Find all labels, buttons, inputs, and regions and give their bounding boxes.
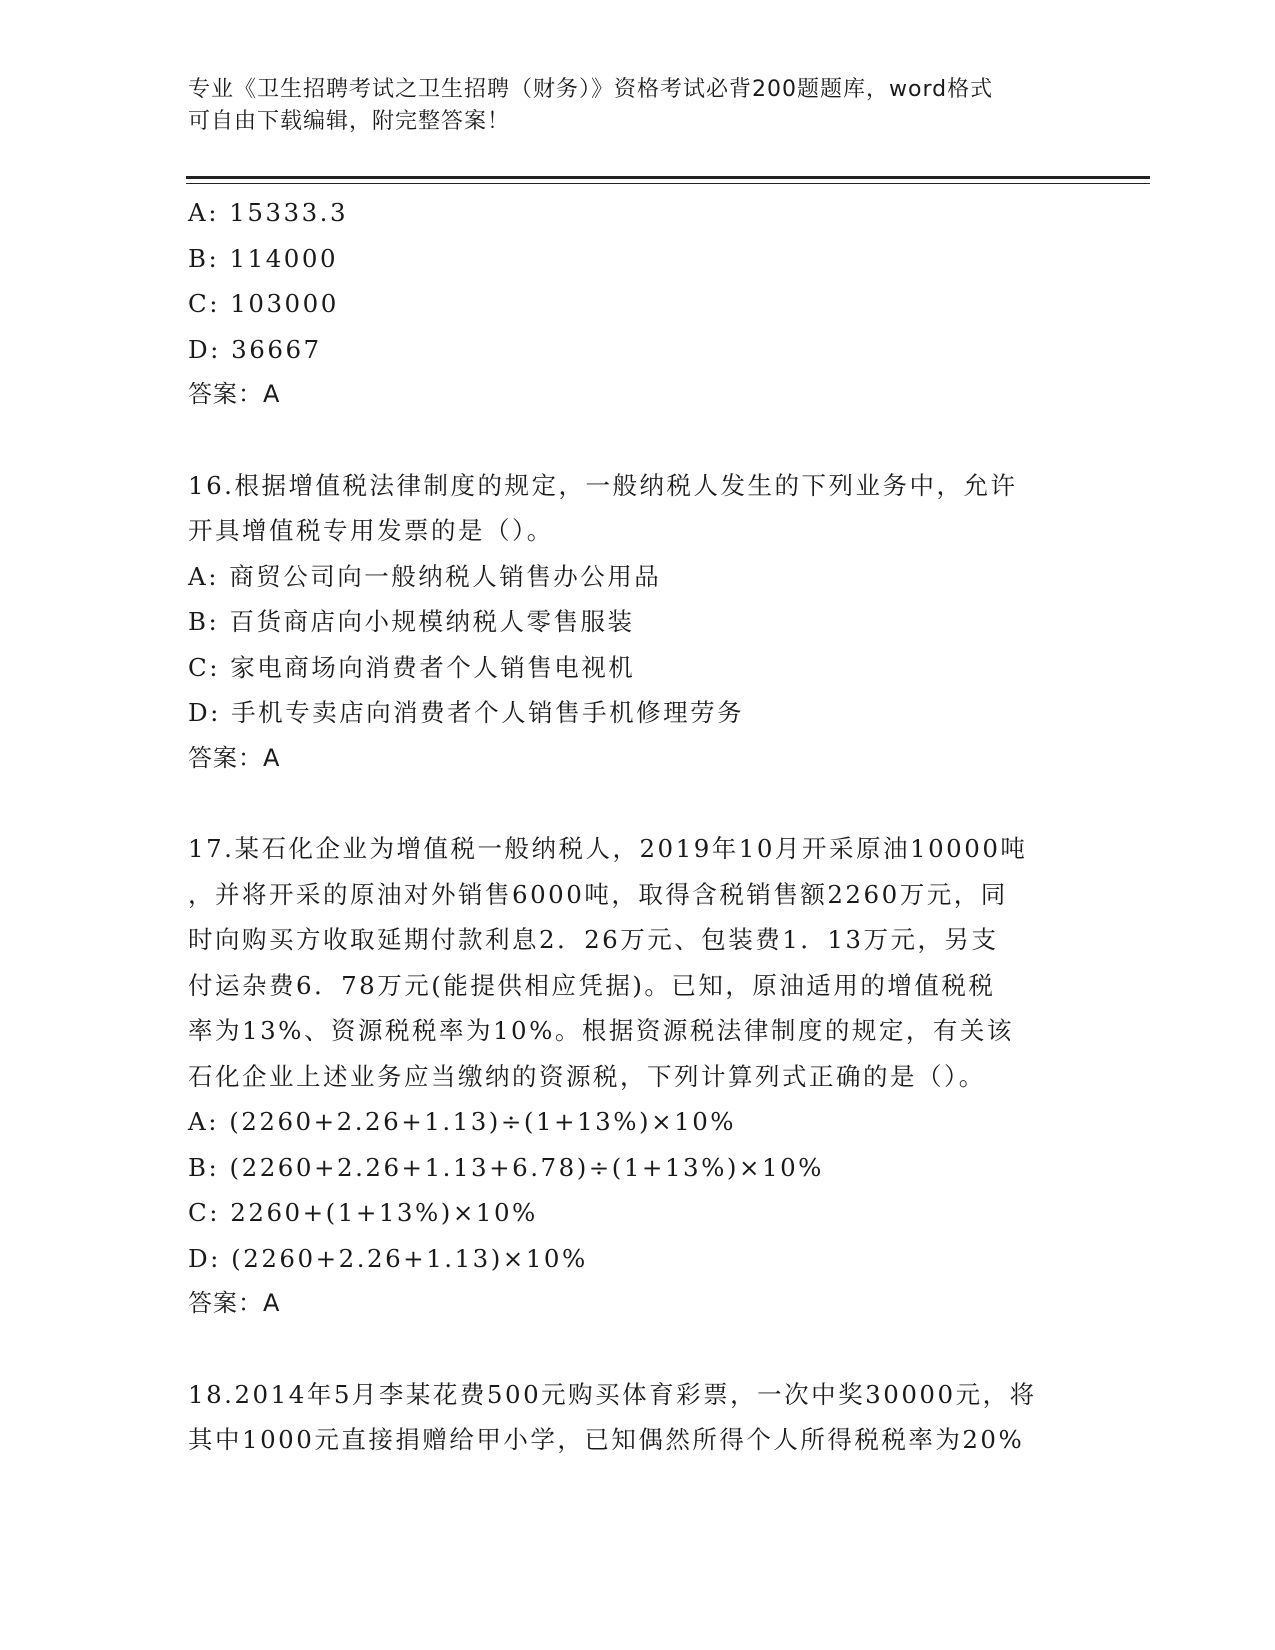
question-17 — [188, 826, 1078, 1327]
question-stem-line: 时向购买方收取延期付款利息2．26万元、包装费1．13万元，另支 — [188, 925, 999, 954]
option-c: C: 103000 — [188, 289, 339, 318]
question-16 — [188, 463, 1078, 782]
option-a: A: 15333.3 — [188, 198, 349, 227]
option-a: A: 商贸公司向一般纳税人销售办公用品 — [188, 561, 662, 591]
question-stem-line: 开具增值税专用发票的是（）。 — [188, 516, 554, 545]
question-18 — [188, 1372, 1078, 1463]
question-content — [188, 190, 1078, 1463]
option-d: D: 36667 — [188, 334, 322, 364]
option-d: D: 手机专卖店向消费者个人销售手机修理劳务 — [188, 698, 745, 727]
question-stem-line: 其中1000元直接捐赠给甲小学，已知偶然所得个人所得税税率为20% — [188, 1425, 1025, 1454]
question-stem-line: 16.根据增值税法律制度的规定，一般纳税人发生的下列业务中，允许 — [188, 470, 1018, 500]
header-rule-thin — [186, 183, 1150, 184]
question-stem-line: 付运杂费6．78万元(能提供相应凭据)。已知，原油适用的增值税税 — [188, 970, 996, 1000]
page-header: 专业《卫生招聘考试之卫生招聘（财务）》资格考试必背200题题库，word格式 可自由下载编辑，附完整答案！ — [188, 77, 994, 134]
option-b: B: 百货商店向小规模纳税人零售服装 — [188, 607, 635, 636]
option-b: B: (2260+2.26+1.13+6.78)÷(1+13%)×10% — [188, 1152, 824, 1182]
option-b: B: 114000 — [188, 243, 339, 273]
option-d: D: (2260+2.26+1.13)×10% — [188, 1243, 588, 1273]
question-stem-line: 18.2014年5月李某花费500元购买体育彩票，一次中奖30000元，将 — [188, 1379, 1037, 1409]
question-stem-line: 率为13%、资源税税率为10%。根据资源税法律制度的规定，有关该 — [188, 1016, 1014, 1045]
question-stem-line: ，并将开采的原油对外销售6000吨，取得含税销售额2260万元，同 — [188, 879, 1008, 909]
question-15 — [188, 190, 1078, 418]
option-c: C: 2260+(1+13%)×10% — [188, 1198, 538, 1227]
option-c: C: 家电商场向消费者个人销售电视机 — [188, 652, 636, 682]
answer-line: 答案：A — [188, 743, 281, 772]
question-stem-line: 石化企业上述业务应当缴纳的资源税，下列计算列式正确的是（）。 — [188, 1061, 986, 1091]
question-stem-line: 17.某石化企业为增值税一般纳税人，2019年10月开采原油10000吨 — [188, 834, 1028, 863]
option-a: A: (2260+2.26+1.13)÷(1+13%)×10% — [188, 1107, 737, 1136]
answer-line: 答案：A — [188, 380, 281, 408]
answer-line: 答案：A — [188, 1289, 281, 1317]
header-rule-thick — [186, 176, 1150, 179]
